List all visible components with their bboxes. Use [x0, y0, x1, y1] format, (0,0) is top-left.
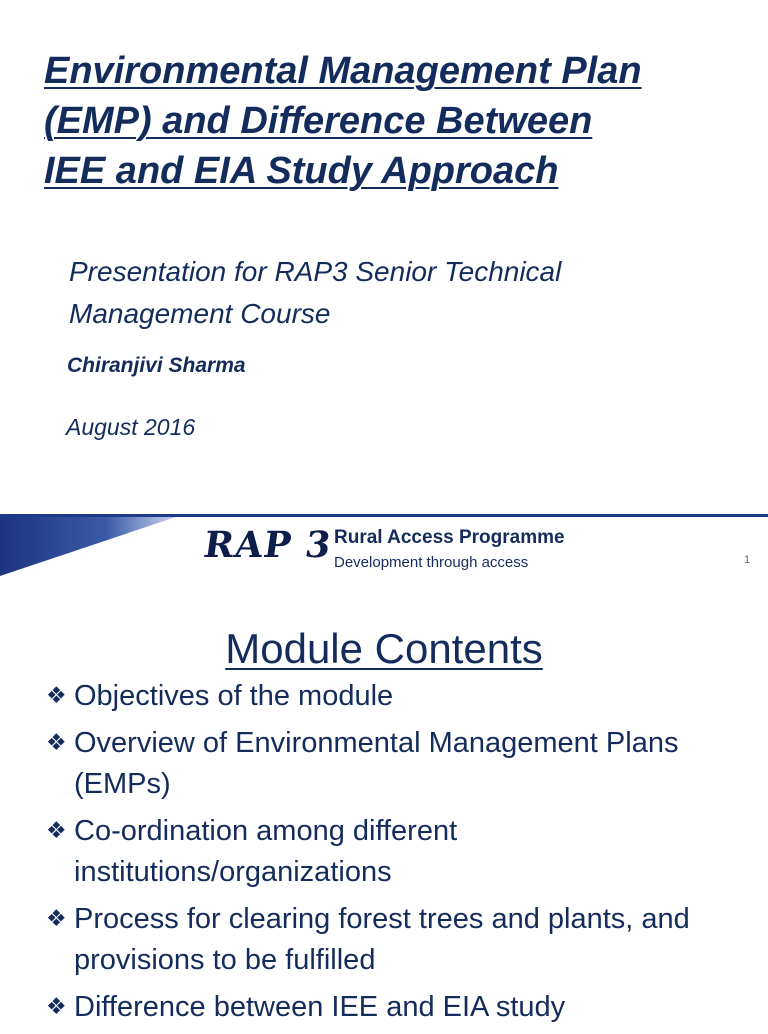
- diamond-star-bullet-icon: ❖: [46, 906, 67, 932]
- list-item: [46, 899, 746, 981]
- slide-title-line-3: IEE and EIA Study Approach: [44, 150, 559, 192]
- module-contents-title: [0, 625, 768, 673]
- presentation-date: August 2016: [66, 414, 196, 440]
- module-contents-list: [46, 676, 746, 1034]
- module-contents-title-text: Module Contents: [225, 625, 543, 672]
- list-item: [46, 723, 746, 805]
- diamond-star-bullet-icon: ❖: [46, 994, 67, 1020]
- slide-number: 1: [744, 554, 751, 566]
- programme-tagline: Development through access: [334, 554, 529, 571]
- diamond-star-bullet-icon: ❖: [46, 730, 67, 756]
- rap3-logo: RAP 3: [201, 524, 335, 566]
- list-item: [46, 676, 746, 717]
- slide-title-line-2: (EMP) and Difference Between: [44, 100, 593, 142]
- list-item-text: Objectives of the module: [74, 680, 394, 712]
- list-item-text: Difference between IEE and EIA study: [74, 991, 566, 1023]
- slide-subtitle: Presentation for RAP3 Senior Technical Management Course: [69, 256, 562, 329]
- slide-title: [44, 46, 744, 196]
- diamond-star-bullet-icon: ❖: [46, 818, 67, 844]
- slide-title-line-1: Environmental Management Plan: [44, 50, 642, 92]
- diamond-star-bullet-icon: ❖: [46, 683, 67, 709]
- author-name: Chiranjivi Sharma: [67, 354, 246, 377]
- list-item: [46, 811, 746, 893]
- programme-name: Rural Access Programme: [334, 527, 565, 548]
- list-item-text: Process for clearing forest trees and plants, and provisions to be fulfilled: [74, 903, 690, 976]
- list-item-text: Overview of Environmental Management Plans (EMPs): [74, 727, 679, 800]
- list-item-text: Co-ordination among different institutions/organizations: [74, 815, 458, 888]
- list-item: [46, 987, 746, 1028]
